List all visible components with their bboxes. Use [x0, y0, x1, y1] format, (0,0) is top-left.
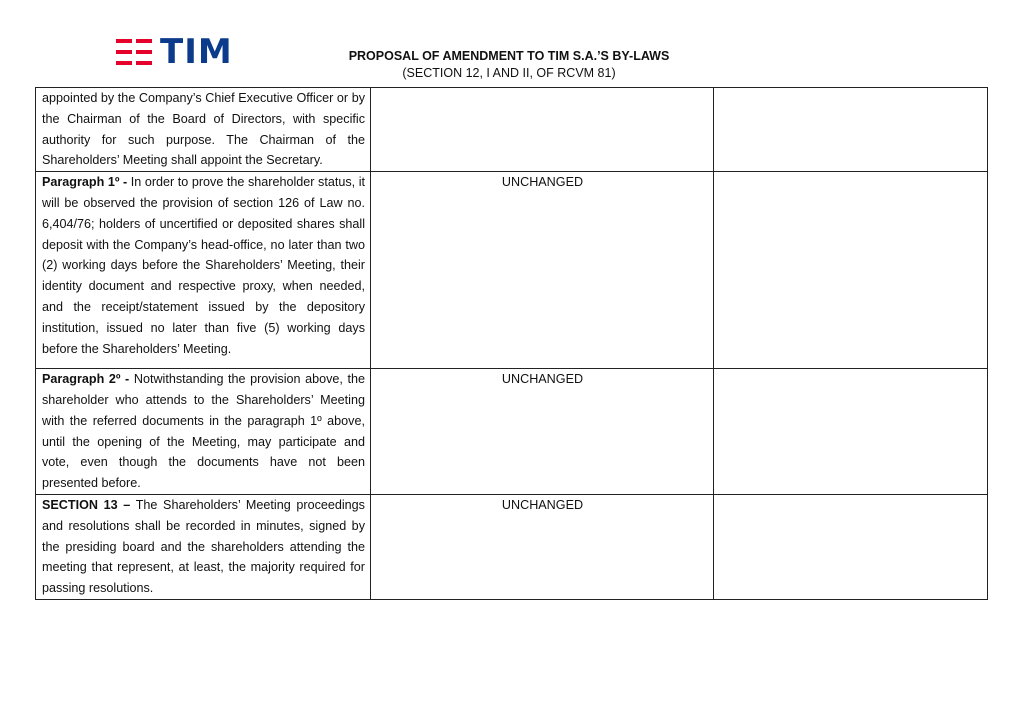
- tim-logo-text: TIM: [160, 32, 233, 72]
- row-text: appointed by the Company’s Chief Executive Officer or by the Chairman of the Board of Directors, with specific authority for such purpose. The Chairman of the Shareholders’ Meeting shall appoint the Secretary.: [42, 91, 365, 168]
- justification-cell: [714, 494, 988, 599]
- table-row: [36, 172, 988, 369]
- tim-logo: [116, 32, 233, 72]
- proposal-cell: UNCHANGED: [371, 494, 714, 599]
- table-row: [36, 369, 988, 495]
- current-text-cell: [36, 494, 371, 599]
- row-text: The Shareholders’ Meeting proceedings and resolutions shall be recorded in minutes, signed by the presiding board and the shareholders attending the meeting that represent, at least, the majority required for passing resolutions.: [42, 497, 365, 596]
- proposal-cell: [371, 88, 714, 172]
- current-text-cell: [36, 172, 371, 369]
- table-row: [36, 494, 988, 599]
- proposal-cell: UNCHANGED: [371, 369, 714, 495]
- document-header: [300, 48, 718, 82]
- row-lead: Paragraph 1º -: [42, 175, 128, 190]
- amendment-table: [35, 87, 988, 600]
- row-text: Notwithstanding the provision above, the shareholder who attends to the Shareholders’ Meeting with the referred documents in the paragraph 1º above, until the opening of the Meeting, may participate and vote, even though the documents have not been presented before.: [42, 372, 366, 491]
- row-lead: Paragraph 2º -: [42, 372, 130, 387]
- current-text-cell: [36, 369, 371, 495]
- row-lead: SECTION 13 –: [42, 497, 131, 512]
- proposal-cell: UNCHANGED: [371, 172, 714, 369]
- justification-cell: [714, 369, 988, 495]
- document-title: PROPOSAL OF AMENDMENT TO TIM S.A.’S BY-LAWS: [348, 49, 670, 63]
- document-subtitle: (SECTION 12, I AND II, OF RCVM 81): [402, 66, 616, 80]
- table-row: [36, 88, 988, 172]
- row-text: In order to prove the shareholder status, it will be observed the provision of section 126 of Law no. 6,404/76; holders of uncertified or deposited shares shall deposit with the Company’s head-office, no later than two (2) working days before the Shareholders’ Meeting, their identity document and respective proxy, when needed, and the receipt/statement issued by the depository institution, issued no later than five (5) working days before the Shareholders’ Meeting.: [42, 175, 365, 356]
- tim-logo-mark-icon: [116, 37, 154, 67]
- current-text-cell: [36, 88, 371, 172]
- justification-cell: [714, 88, 988, 172]
- justification-cell: [714, 172, 988, 369]
